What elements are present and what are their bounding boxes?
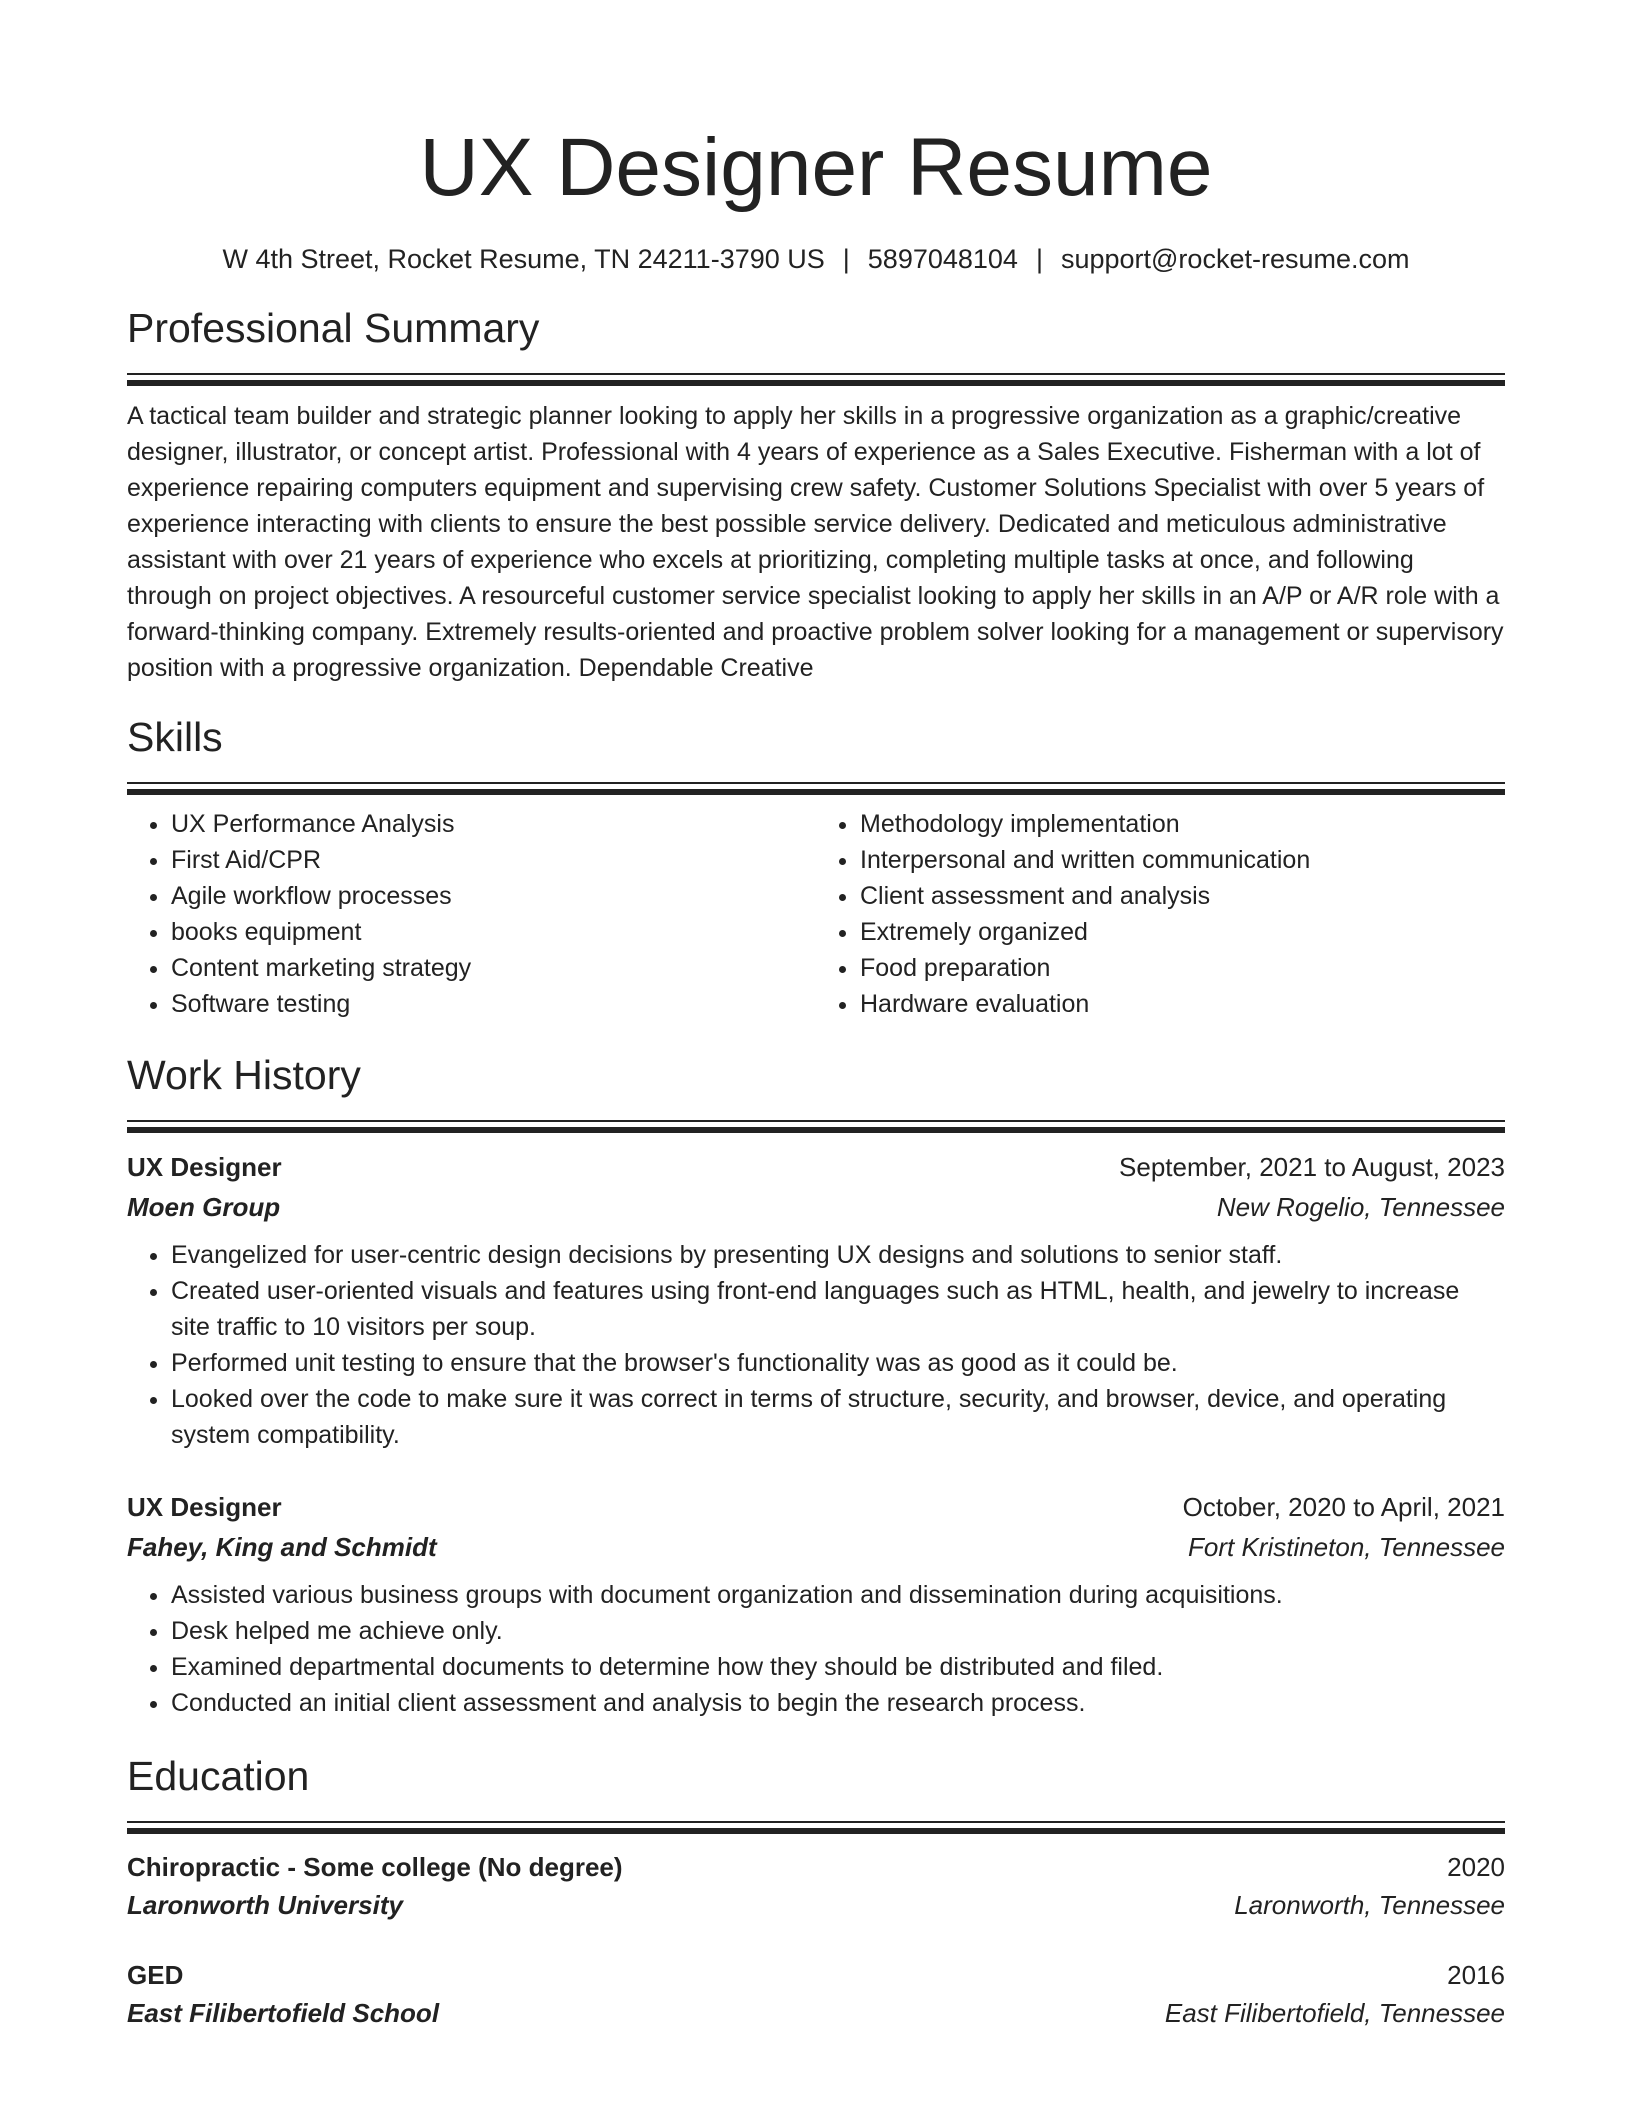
summary-section — [127, 301, 1505, 686]
skill-item: • Food preparation — [860, 950, 1505, 986]
section-divider — [127, 373, 1505, 386]
education-location: Laronworth, Tennessee — [1234, 1890, 1505, 1920]
job-bullet: • Examined departmental documents to determine how they should be distributed and filed. — [171, 1649, 1505, 1685]
section-heading-education: Education — [127, 1753, 310, 1799]
job-dates: September, 2021 to August, 2023 — [1119, 1152, 1505, 1182]
education-school: East Filibertofield School — [127, 1998, 440, 2028]
section-heading-summary: Professional Summary — [127, 305, 540, 351]
skill-item: • Software testing — [171, 986, 816, 1022]
skill-item: • books equipment — [171, 914, 816, 950]
skills-columns — [127, 806, 1505, 1022]
education-entry — [127, 1848, 1505, 1924]
job-bullet: • Looked over the code to make sure it was correct in terms of structure, security, and browser, device, and operating system compatibility. — [171, 1381, 1505, 1453]
job-title: UX Designer — [127, 1492, 282, 1522]
job-location: New Rogelio, Tennessee — [1216, 1192, 1505, 1222]
skill-item: • Agile workflow processes — [171, 878, 816, 914]
job-bullet: • Desk helped me achieve only. — [171, 1613, 1505, 1649]
contact-email: support@rocket-resume.com — [1060, 244, 1410, 274]
section-heading-skills: Skills — [127, 714, 223, 760]
skill-item: • Interpersonal and written communication — [860, 842, 1505, 878]
job-title: UX Designer — [127, 1152, 282, 1182]
job-bullets — [127, 1577, 1505, 1721]
education-section — [127, 1749, 1505, 2032]
education-degree: Chiropractic - Some college (No degree) — [127, 1852, 623, 1882]
section-divider — [127, 782, 1505, 795]
job-location: Fort Kristineton, Tennessee — [1188, 1532, 1505, 1562]
contact-address: W 4th Street, Rocket Resume, TN 24211-3790 US — [222, 244, 825, 274]
skill-item: • UX Performance Analysis — [171, 806, 816, 842]
education-year: 2016 — [1447, 1960, 1505, 1990]
work-history-section — [127, 1048, 1505, 1721]
resume-title: UX Designer Resume — [419, 122, 1213, 213]
skill-item: • First Aid/CPR — [171, 842, 816, 878]
section-divider — [127, 1120, 1505, 1133]
job-dates: October, 2020 to April, 2021 — [1182, 1492, 1505, 1522]
summary-text: A tactical team builder and strategic planner looking to apply her skills in a progressive organization as a graphic/creative designer, illustrator, or concept artist. Professional with 4 years of experience as a Sales Executive. Fisherman with a lot of experience repairing computers equipment and supervising crew safety. Customer Solutions Specialist with over 5 years of experience interacting with clients to ensure the best possible service delivery. Dedicated and meticulous administrative assistant with over 21 years of experience who excels at prioritizing, completing multiple tasks at once, and following through on project objectives. A resourceful customer service specialist looking to apply her skills in an A/P or A/R role with a forward-thinking company. Extremely results-oriented and proactive problem solver looking for a management or supervisory position with a progressive organization. Dependable Creative — [127, 402, 1504, 682]
contact-separator: | — [842, 244, 850, 274]
education-degree: GED — [127, 1960, 184, 1990]
job-company: Fahey, King and Schmidt — [127, 1532, 437, 1562]
education-entry — [127, 1956, 1505, 2032]
job-bullet: • Conducted an initial client assessment and analysis to begin the research process. — [171, 1685, 1505, 1721]
skill-item: • Content marketing strategy — [171, 950, 816, 986]
contact-separator: | — [1035, 244, 1043, 274]
skill-item: • Hardware evaluation — [860, 986, 1505, 1022]
section-heading-work-history: Work History — [127, 1052, 361, 1098]
section-divider — [127, 1821, 1505, 1834]
job-bullets — [127, 1237, 1505, 1453]
skill-item: • Client assessment and analysis — [860, 878, 1505, 914]
job-entry — [127, 1487, 1505, 1721]
job-bullet: • Assisted various business groups with document organization and dissemination during acquisitions. — [171, 1577, 1505, 1613]
education-year: 2020 — [1447, 1852, 1505, 1882]
job-bullet: • Evangelized for user-centric design decisions by presenting UX designs and solutions to senior staff. — [171, 1237, 1505, 1273]
job-company: Moen Group — [127, 1192, 281, 1222]
education-school: Laronworth University — [127, 1890, 403, 1920]
contact-line — [127, 239, 1505, 279]
skill-item: • Methodology implementation — [860, 806, 1505, 842]
skill-item: • Extremely organized — [860, 914, 1505, 950]
skills-list-left — [127, 806, 816, 1022]
contact-phone: 5897048104 — [867, 244, 1018, 274]
job-bullet: • Created user-oriented visuals and features using front-end languages such as HTML, health, and jewelry to increase site traffic to 10 visitors per soup. — [171, 1273, 1505, 1345]
skills-section — [127, 710, 1505, 1022]
job-bullet: • Performed unit testing to ensure that the browser's functionality was as good as it could be. — [171, 1345, 1505, 1381]
education-location: East Filibertofield, Tennessee — [1164, 1998, 1505, 2028]
skills-list-right — [816, 806, 1505, 1022]
job-entry — [127, 1147, 1505, 1453]
